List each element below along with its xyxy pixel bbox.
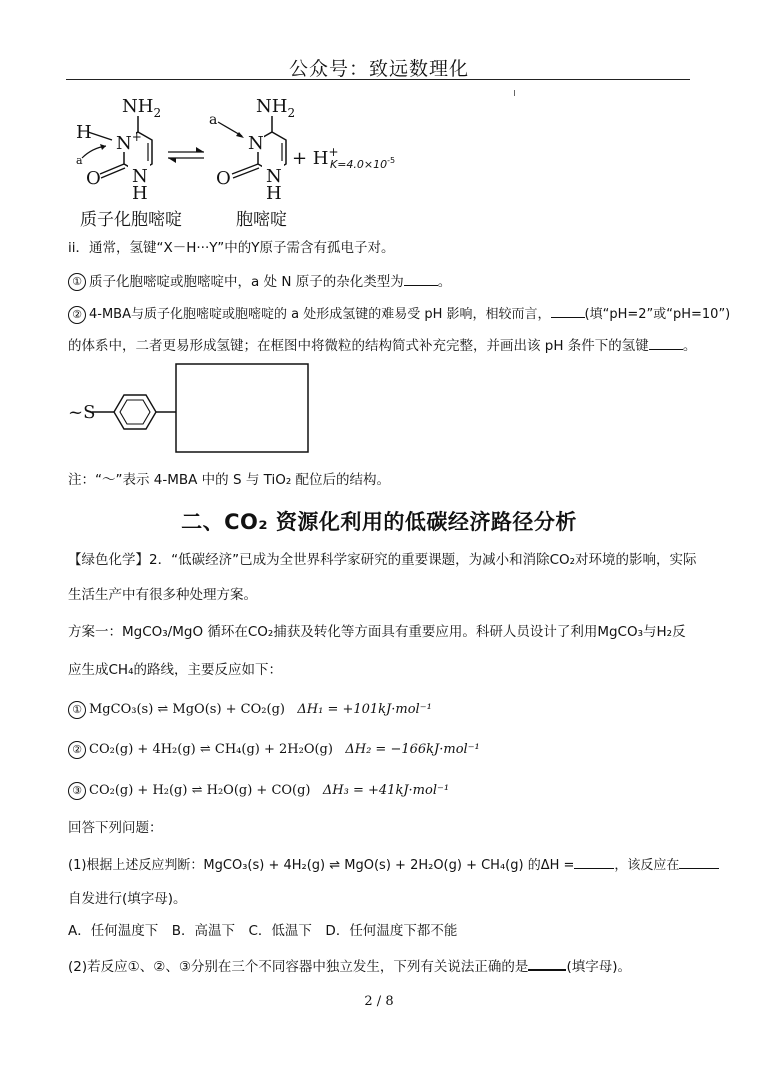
answer-blank-ph[interactable] [551,303,585,318]
options-list: A．任何温度下 B．高温下 C．低温下 D．任何温度下都不能 [68,923,458,939]
q1-end: 。 [437,274,452,290]
question-2-ph [68,303,730,325]
question-1-enthalpy [68,854,719,876]
reaction-enthalpy: ΔH₂ = −166kJ·mol⁻¹ [345,742,480,757]
left-n-plus: N+ [116,130,142,154]
header-rule [66,79,690,80]
cytosine-equilibrium-figure [66,92,396,204]
q1-text: 质子化胞嘧啶或胞嘧啶中，a 处 N 原子的杂化类型为 [89,274,404,290]
page-number: 2 / 8 [364,994,394,1009]
left-ring-h: H [132,183,148,204]
q-1-text-b: ，该反应在 [614,858,680,873]
stray-mark [514,90,515,96]
equilibrium-constant: $K=4.0\times 10^{-5}$ [330,156,396,171]
right-n: N [248,133,264,154]
section-title: 二、CO₂ 资源化利用的低碳经济路径分析 [181,510,577,534]
answer-blank[interactable] [404,271,438,286]
q2-line2-text: 的体系中，二者更易形成氢键；在框图中将微粒的结构简式补充完整，并画出该 pH 条件下的氢键 [68,338,649,354]
left-oxygen: O [86,168,101,189]
right-ring-h: H [266,183,282,204]
left-h: H [76,122,92,143]
circle-number: ② [68,741,86,759]
reaction-2 [68,740,480,760]
circle-number: ① [68,273,86,291]
q2-hint: (填“pH=2”或“pH=10”) [584,307,731,322]
answer-blank-choice[interactable] [528,955,566,971]
circle-number: ② [68,306,86,324]
left-ring-n: N [132,166,148,187]
q-1-text: (1)根据上述反应判断：MgCO₃(s) + 4H₂(g) ⇌ MgO(s) + 2H₂O(g) + CH₄(g) 的ΔH = [68,858,575,873]
plan-line1: 方案一：MgCO₃/MgO 循环在CO₂捕获及转化等方面具有重要应用。科研人员设计了利用MgCO₃与H₂反 [68,624,686,640]
answer-blank-dh[interactable] [574,854,614,869]
label-cytosine: 胞嘧啶 [236,210,287,230]
problem-2-line2: 生活生产中有很多种处理方案。 [68,587,257,603]
s-label: ~S [68,402,96,423]
q-2-text-b: (填字母)。 [566,959,631,975]
right-a-label: a [209,112,218,128]
right-nh2: $NH_2$ [256,96,296,120]
circle-number: ③ [68,782,86,800]
answer-blank-temp[interactable] [679,854,719,869]
page-header-title: 公众号：致远数理化 [288,58,469,80]
question-2-line2 [68,335,696,356]
answer-drawing-box[interactable] [176,364,308,452]
reaction-enthalpy: ΔH₁ = +101kJ·mol⁻¹ [297,702,432,717]
left-a-label: a [76,154,83,167]
reaction-equation: CO₂(g) + H₂(g) ⇌ H₂O(g) + CO(g) [89,783,311,798]
question-1-line2: 自发进行(填字母)。 [68,891,187,907]
mba-structure-figure [66,360,316,456]
reaction-3 [68,781,449,801]
answer-intro: 回答下列问题： [68,820,163,836]
answer-blank-hbond[interactable] [649,335,683,350]
reaction-equation: MgCO₃(s) ⇌ MgO(s) + CO₂(g) [89,702,285,717]
q2-end: 。 [682,338,697,354]
proton-term: + H+ [292,145,339,169]
note: 注：“～”表示 4-MBA 中的 S 与 TiO₂ 配位后的结构。 [68,472,391,488]
right-ring-n: N [266,166,282,187]
left-nh2: $NH_2$ [122,96,162,120]
para-ii: ii．通常，氢键“X－H···Y”中的Y原子需含有孤电子对。 [68,240,395,256]
problem-2-line1: 【绿色化学】2．“低碳经济”已成为全世界科学家研究的重要课题，为减小和消除CO₂对环境的影响，实际 [68,552,697,568]
question-1-hybridization [68,271,451,292]
q2-line1: 4-MBA与质子化胞嘧啶或胞嘧啶的 a 处形成氢键的难易受 pH 影响，相较而言， [89,307,551,322]
reaction-equation: CO₂(g) + 4H₂(g) ⇌ CH₄(g) + 2H₂O(g) [89,742,333,757]
label-protonated-cytosine: 质子化胞嘧啶 [80,210,182,230]
reaction-enthalpy: ΔH₃ = +41kJ·mol⁻¹ [322,783,450,798]
circle-number: ① [68,701,86,719]
q-2-text: (2)若反应①、②、③分别在三个不同容器中独立发生，下列有关说法正确的是 [68,959,529,975]
plan-line2: 应生成CH₄的路线，主要反应如下： [68,662,282,678]
reaction-1 [68,700,432,720]
right-oxygen: O [216,168,231,189]
question-2-statements [68,955,631,977]
